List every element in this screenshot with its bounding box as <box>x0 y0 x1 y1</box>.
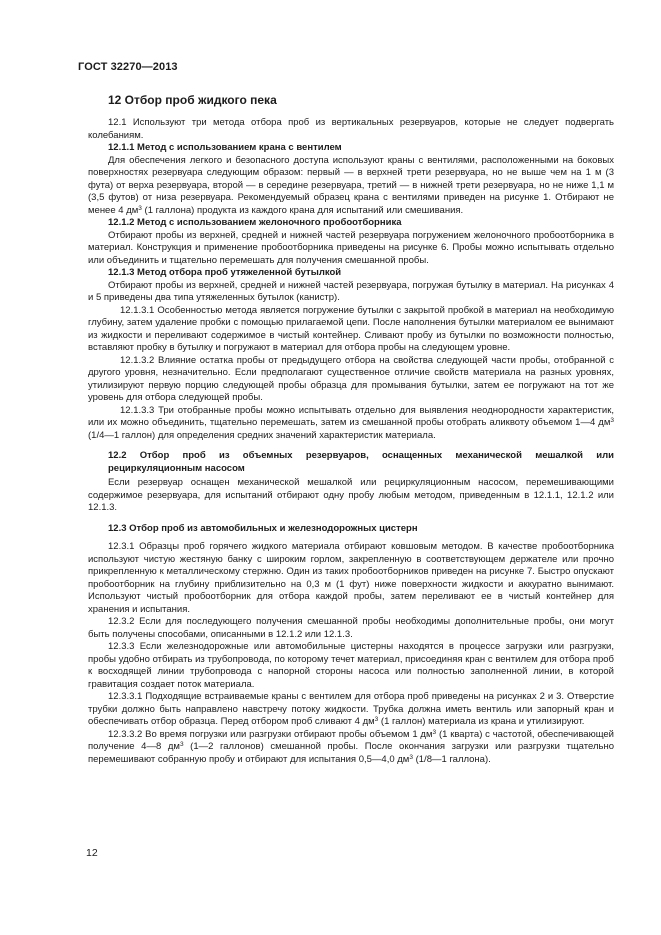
subsection-12-2-heading: 12.2 Отбор проб из объемных резервуаров, оснащенных механической мешалкой или рециркуляционным насосом <box>108 450 614 474</box>
paragraph-12-1-3-3: 12.1.3.3 Три отобранные пробы можно испытывать отдельно для выявления неоднородности характеристик, или их можно объединить, тщательно перемешать, затем из смешанной пробы отобрать аликвоту объемом 1—4 $дм^3$ (1/4—1 галлон) для определения средних значений характеристик материала. <box>88 404 614 441</box>
subsection-12-1-2-heading: 12.1.2 Метод с использованием желоночного пробоотборника <box>108 217 402 228</box>
paragraph-12-3-3-2: 12.3.3.2 Во время погрузки или разгрузки отбирают пробы объемом 1 $дм^3$ (1 кварта) с частотой, обеспечивающей получение 4—8 $дм^3$ (1—2 галлонов) смешанной пробы. После окончания загрузки или разгрузки тщательно перемешивают собранную пробу и отбирают для испытания 0,5—4,0 $дм^3$ (1/8—1 галлона). <box>88 728 614 765</box>
document-body <box>88 93 614 766</box>
paragraph-12-1-3-2: 12.1.3.2 Влияние остатка пробы от предыдущего отбора на свойства следующей части пробы, отобранной с другого уровня, незначительно. Если предполагают существенное отличие свойств материала на разных уровнях, утилизируют первую порцию следующей пробы образца для промывания бутылки, затем ее погружают на тот же уровень для отбора следующей пробы. <box>88 354 614 403</box>
subsection-12-1-3-heading: 12.1.3 Метод отбора проб утяжеленной бутылкой <box>108 267 342 278</box>
standard-header: ГОСТ 32270—2013 <box>78 61 178 73</box>
paragraph-12-1-3-1: 12.1.3.1 Особенностью метода является погружение бутылки с закрытой пробкой в материал на необходимую глубину, затем удаление пробки с помощью прилагаемой цепи. После наполнения бутылки материалом ее вынимают из жидкости и переливают содержимое в чистый контейнер. Сливают пробу из бутылки по возможности полностью, вставляют пробку в бутылку и погружают в материал для отбора пробы на следующем уровне. <box>88 304 614 353</box>
paragraph-12-3-2: 12.3.2 Если для последующего получения смешанной пробы необходимы дополнительные пробы, они могут быть получены способами, описанными в 12.1.2 или 12.1.3. <box>88 616 614 640</box>
paragraph-12-1-1: Для обеспечения легкого и безопасного доступа используют краны с вентилями, расположенными на боковых поверхностях резервуара следующим образом: первый — в верхней трети резервуара, но не выше чем на 1 м (3 фута) от верха резервуара, второй — в середине резервуара, третий — в нижней трети резервуара, но не ниже 1,1 м (3,5 футов) от низа резервуара. Рекомендуемый образец крана с вентилями приведен на рисунке 1. Отбирают не менее 4 $дм^3$ (1 галлона) продукта из каждого крана для испытаний или смешивания. <box>88 154 614 216</box>
section-title: 12 Отбор проб жидкого пека <box>108 93 277 107</box>
paragraph-12-1-3: Отбирают пробы из верхней, средней и нижней частей резервуара, погружая бутылку в материал. На рисунках 4 и 5 приведены два типа утяжеленных бутылок (канистр). <box>88 279 614 303</box>
paragraph-12-3-3: 12.3.3 Если железнодорожные или автомобильные цистерны находятся в процессе загрузки или разгрузки, пробы удобно отбирать из трубопровода, по которому течет материал, присоединяя кран с вентилем для отбора проб к восходящей линии трубопровода с напорной стороны насоса или полностью заполненной линии, в которой гравитация создает поток материала. <box>88 641 614 690</box>
subsection-12-1-1-heading: 12.1.1 Метод с использованием крана с вентилем <box>108 142 342 153</box>
paragraph-12-1-2: Отбирают пробы из верхней, средней и нижней частей резервуара погружением желоночного пробоотборника в материал. Конструкция и применение пробоотборника приведены на рисунке 6. Пробы можно испытывать отдельно или объединить и тщательно перемешать для получения смешанной пробы. <box>88 229 614 266</box>
paragraph-12-3-1: 12.3.1 Образцы проб горячего жидкого материала отбирают ковшовым методом. В качестве пробоотборника используют чистую жестяную банку с широким горлом, закрепленную в соответствующем держателе или прочно прикрепленную к металлическому стержню. Один из таких пробоотборников приведен на рисунке 7. Быстро опускают пробоотборник на глубину приблизительно на 0,3 м (1 фут) ниже поверхности жидкости и аккуратно вынимают. Используют чистый пробоотборник для отбора каждой пробы, затем переливают ее в чистый контейнер для хранения и испытания. <box>88 541 614 615</box>
paragraph-12-2: Если резервуар оснащен механической мешалкой или рециркуляционным насосом, перемешивающими содержимое резервуара, для испытаний отбирают одну пробу любым методом, приведенным в 12.1.1, 12.1.2 или 12.1.3. <box>88 477 614 513</box>
paragraph-12-3-3-1: 12.3.3.1 Подходящие встраиваемые краны с вентилем для отбора проб приведены на рисунках 2 и 3. Отверстие трубки должно быть направлено навстречу потоку жидкости. Трубка должна иметь вентиль или запорный кран и обеспечивать отбор образца. Перед отбором проб сливают 4 $дм^3$ (1 галлон) материала из крана и утилизируют. <box>88 691 614 727</box>
page-number: 12 <box>86 847 98 859</box>
paragraph-12-1: 12.1 Используют три метода отбора проб из вертикальных резервуаров, которые не следует подвергать колебаниям. <box>88 117 614 141</box>
subsection-12-3-heading: 12.3 Отбор проб из автомобильных и железнодорожных цистерн <box>108 522 418 534</box>
